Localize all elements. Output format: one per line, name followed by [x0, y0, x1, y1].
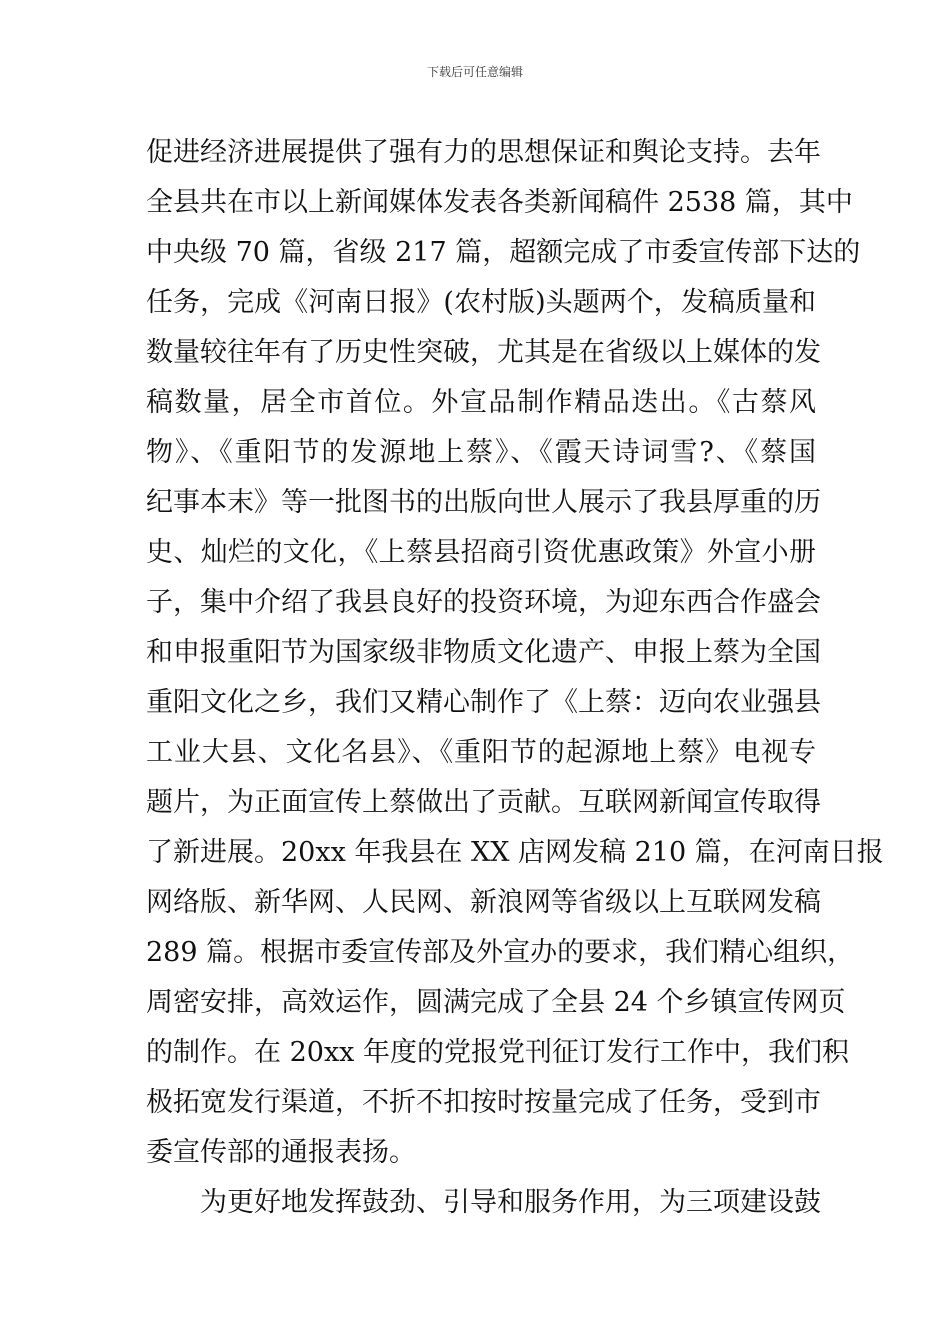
- paragraph: [146, 1178, 821, 1228]
- document-body: [146, 128, 884, 1228]
- text-line: 网络版、新华网、人民网、新浪网等省级以上互联网发稿: [146, 887, 821, 918]
- paragraph: [146, 128, 884, 1178]
- text-line: 重阳文化之乡，我们又精心制作了《上蔡：迈向农业强县: [146, 687, 821, 718]
- text-line: 史、灿烂的文化，《上蔡县招商引资优惠政策》外宣小册: [146, 537, 816, 568]
- text-line: 了新进展。20xx 年我县在 XX 店网发稿 210 篇，在河南日报: [146, 837, 884, 868]
- text-line: 全县共在市以上新闻媒体发表各类新闻稿件 2538 篇，其中: [146, 187, 853, 218]
- text-line: 任务，完成《河南日报》(农村版)头题两个，发稿质量和: [146, 287, 816, 318]
- text-line: 纪事本末》等一批图书的出版向世人展示了我县厚重的历: [146, 487, 821, 518]
- text-line: 子，集中介绍了我县良好的投资环境，为迎东西合作盛会: [146, 587, 821, 618]
- text-line: 为更好地发挥鼓劲、引导和服务作用，为三项建设鼓: [200, 1187, 821, 1218]
- text-line: 数量较往年有了历史性突破，尤其是在省级以上媒体的发: [146, 337, 821, 368]
- text-line: 促进经济进展提供了强有力的思想保证和舆论支持。去年: [146, 137, 821, 168]
- text-line: 题片，为正面宣传上蔡做出了贡献。互联网新闻宣传取得: [146, 787, 821, 818]
- text-line: 物》、《重阳节的发源地上蔡》、《霞天诗词雪?、《蔡国: [146, 437, 816, 468]
- page-header: 下载后可任意编辑: [426, 65, 523, 79]
- text-line: 的制作。在 20xx 年度的党报党刊征订发行工作中，我们积: [146, 1037, 849, 1068]
- text-line: 和申报重阳节为国家级非物质文化遗产、申报上蔡为全国: [146, 637, 821, 668]
- text-line: 中央级 70 篇，省级 217 篇，超额完成了市委宣传部下达的: [146, 237, 861, 268]
- text-line: 工业大县、文化名县》、《重阳节的起源地上蔡》电视专: [146, 737, 816, 768]
- text-line: 稿数量，居全市首位。外宣品制作精品迭出。《古蔡风: [146, 387, 816, 418]
- text-line: 289 篇。根据市委宣传部及外宣办的要求，我们精心组织，: [146, 937, 855, 968]
- text-line: 委宣传部的通报表扬。: [146, 1137, 416, 1168]
- text-line: 周密安排，高效运作，圆满完成了全县 24 个乡镇宣传网页: [146, 987, 846, 1018]
- text-line: 极拓宽发行渠道，不折不扣按时按量完成了任务，受到市: [146, 1087, 821, 1118]
